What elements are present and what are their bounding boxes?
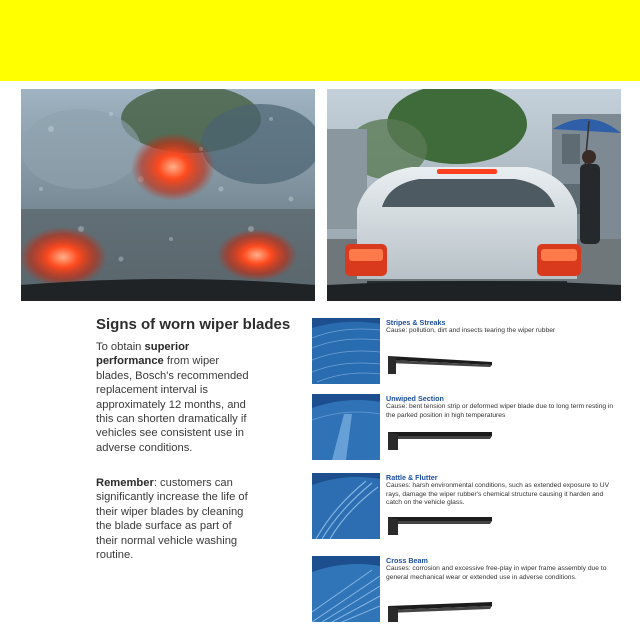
wiper-blade-image [384, 348, 496, 376]
article-heading: Signs of worn wiper blades [96, 316, 291, 333]
rainy-windshield-photo [21, 89, 315, 301]
issue-cause: Causes: harsh environmental conditions, such as extended exposure to UV rays, damage the wiper rubber's chemical structure causing it harden and catch on the vehicle glass. [386, 482, 610, 507]
issue-stripes-streaks [312, 318, 617, 392]
intro-rest: from wiper blades, Bosch's recommended replacement interval is approximately 12 months, and this can shorten dramatically if vehicles see consistent use in adverse conditions. [96, 355, 249, 454]
intro-prefix: To obtain [96, 341, 145, 353]
intro-bold: superior performance [96, 341, 190, 368]
issue-unwiped-section [312, 394, 617, 468]
issue-title: Rattle & Flutter [386, 473, 438, 482]
wiper-blade-image [384, 600, 496, 628]
issue-cause: Cause: bent tension strip or deformed wiper blade due to long term resting in the parked position in high temperatures [386, 403, 614, 419]
unwiped-thumbnail [312, 394, 380, 460]
issue-cause: Causes: corrosion and excessive free-play in wiper frame assembly due to general mechanical wear or extended use in adverse conditions. [386, 565, 607, 581]
car-rear-rain-photo [327, 89, 621, 301]
stripes-thumbnail [312, 318, 380, 384]
yellow-banner [0, 0, 640, 81]
remember-paragraph [96, 476, 256, 562]
issue-rattle-flutter [312, 473, 617, 547]
wiper-blade-image [384, 428, 496, 456]
issue-title: Cross Beam [386, 556, 428, 565]
remember-bold: Remember [96, 477, 154, 489]
issue-title: Stripes & Streaks [386, 318, 446, 327]
intro-paragraph [96, 340, 256, 455]
wiper-blade-image [384, 513, 496, 541]
issue-title: Unwiped Section [386, 394, 444, 403]
remember-rest: : customers can significantly increase the life of their wiper blades by cleaning the blade surface as part of their normal vehicle washing routine. [96, 477, 248, 562]
issue-cross-beam [312, 556, 617, 630]
rattle-thumbnail [312, 473, 380, 539]
issue-cause: Cause: pollution, dirt and insects tearing the wiper rubber [386, 327, 556, 334]
cross-beam-thumbnail [312, 556, 380, 622]
